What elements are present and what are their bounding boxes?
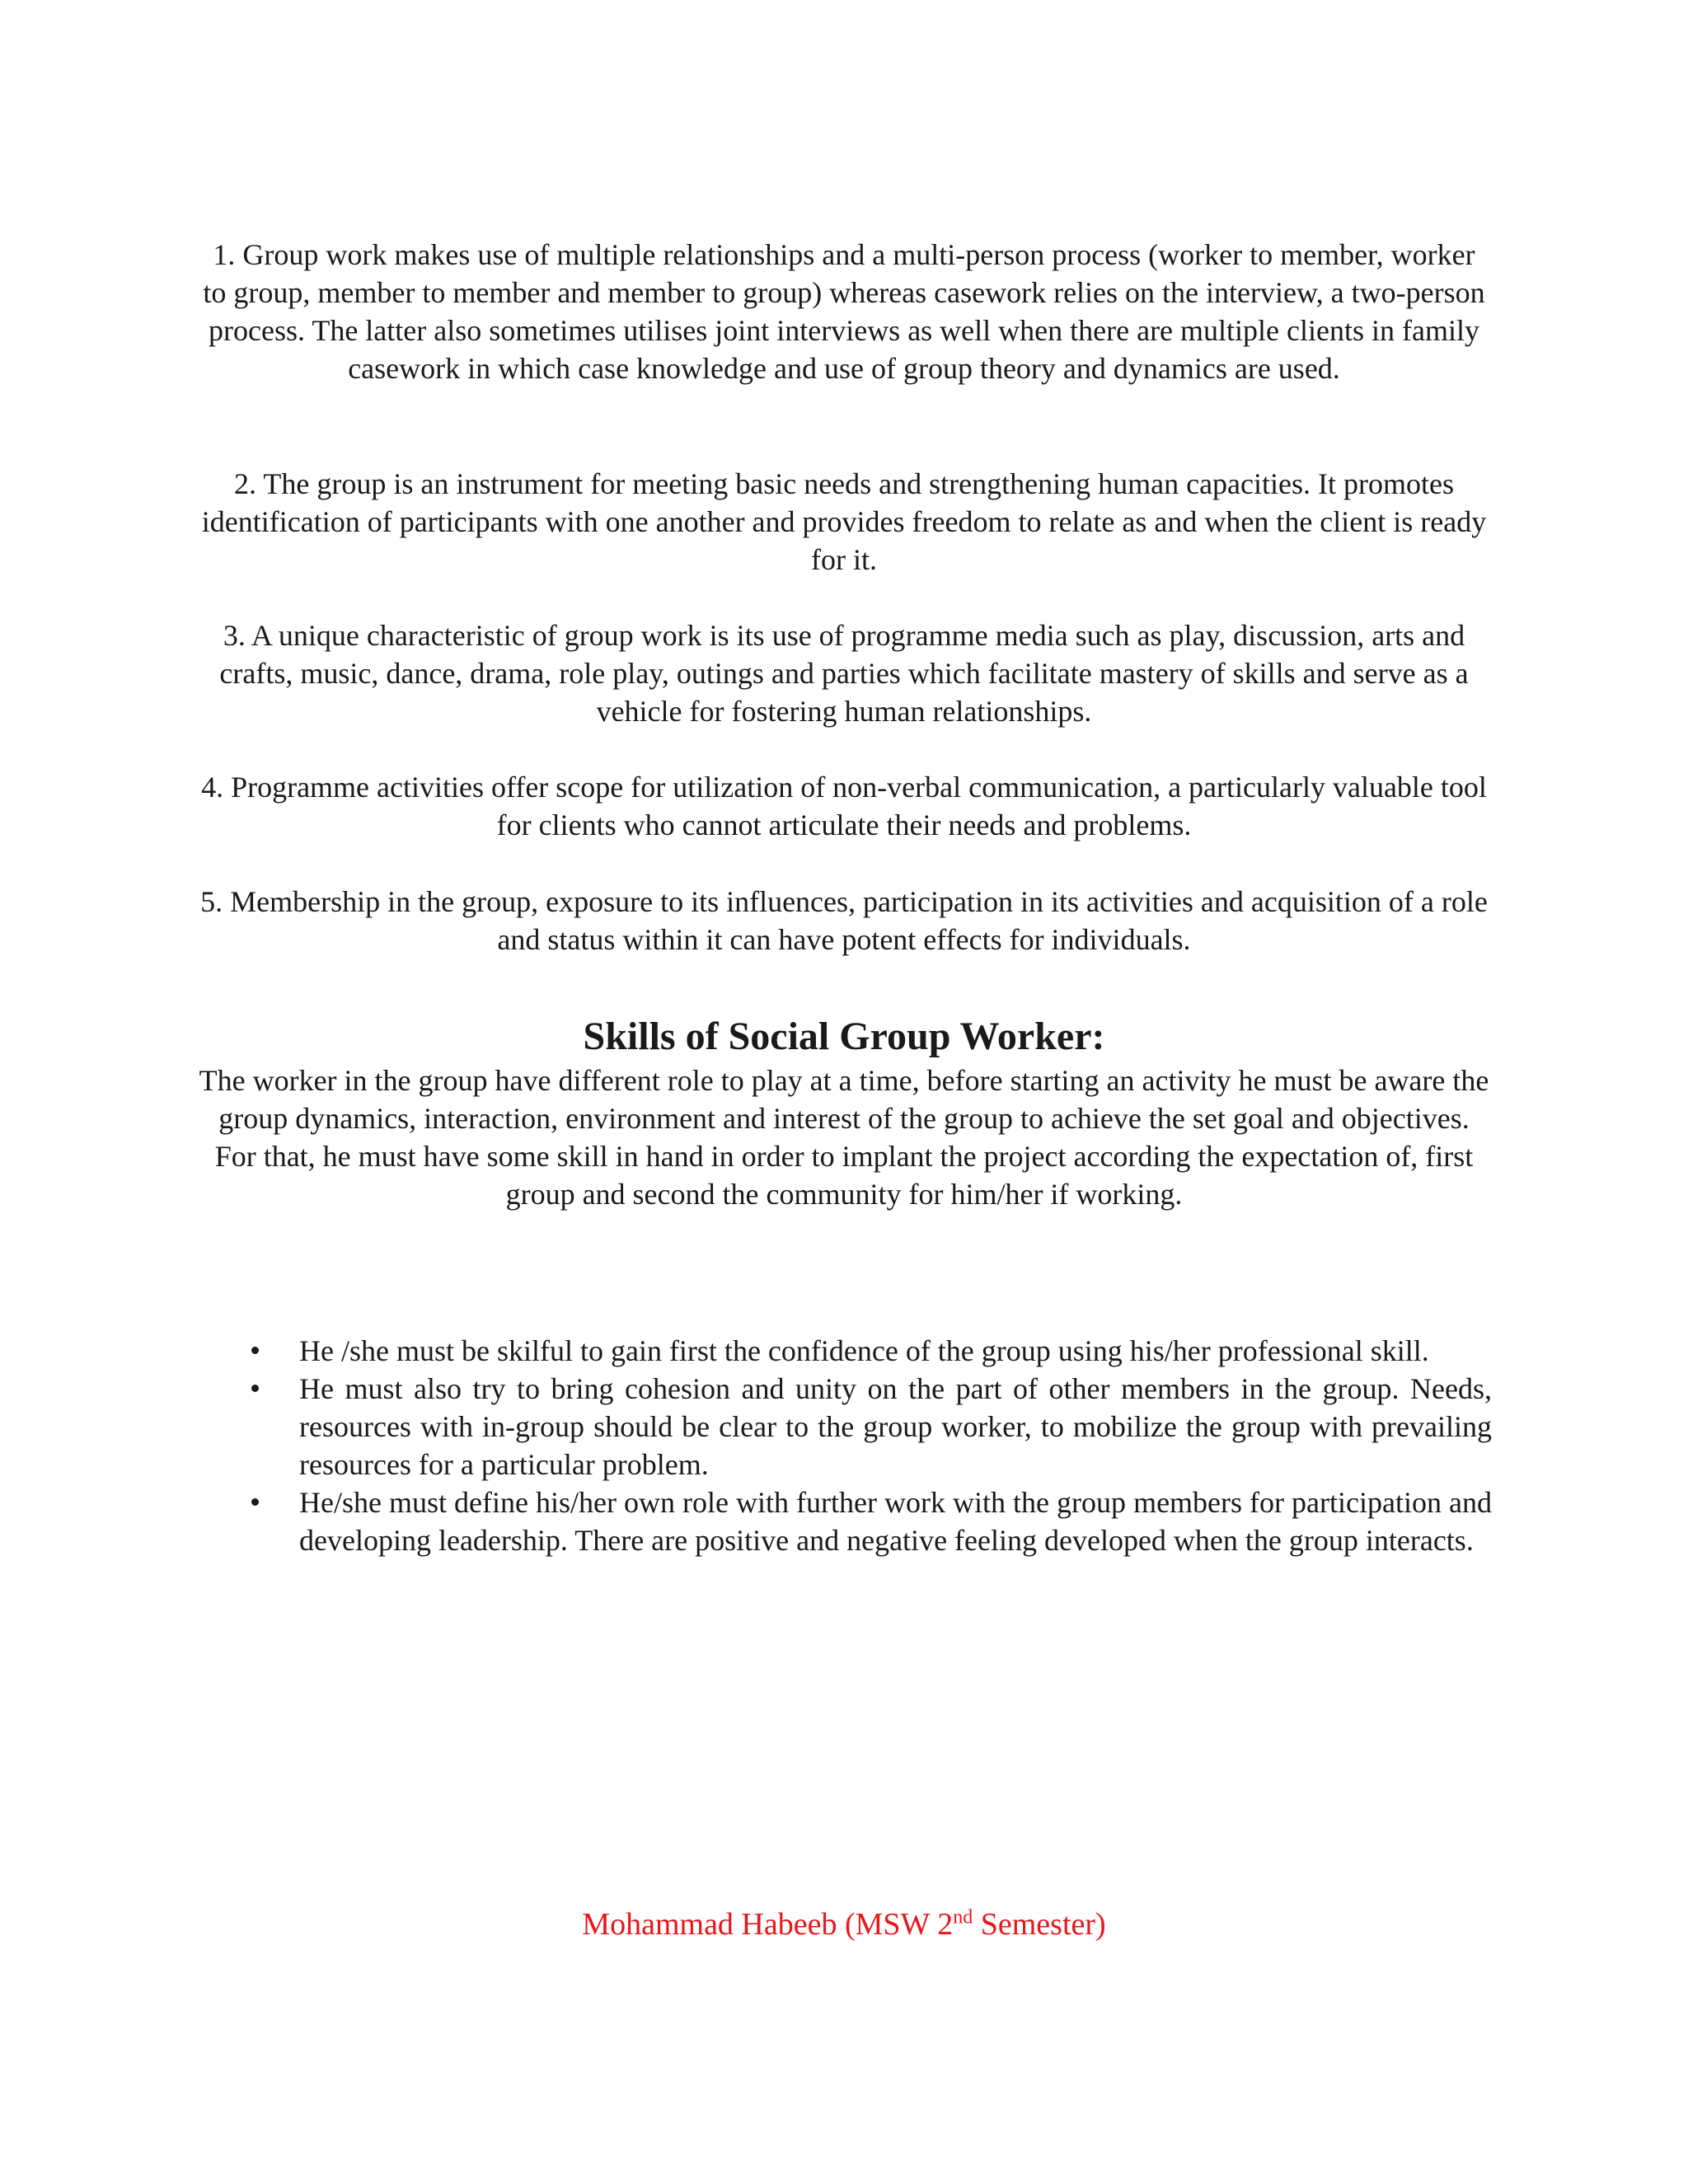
list-item	[243, 1483, 1492, 1559]
section-heading: Skills of Social Group Worker:	[583, 1015, 1105, 1058]
list-item-text: He /she must be skilful to gain first the confidence of the group using his/her professional skill.	[299, 1334, 1429, 1367]
bullet-icon	[251, 1385, 259, 1392]
bullet-icon	[251, 1498, 259, 1506]
paragraph-2: 2. The group is an instrument for meeting basic needs and strengthening human capacities. It promotes identification of participants with one another and provides freedom to relate as and when the client is ready for it.	[201, 467, 1487, 576]
paragraph-1: 1. Group work makes use of multiple relationships and a multi-person process (worker to member, worker to group, member to member and member to group) whereas casework relies on the interview, a two-person process. The latter also sometimes utilises joint interviews as well when there are multiple clients in family casework in which case knowledge and use of group theory and dynamics are used.	[203, 238, 1485, 385]
skills-bullet-list	[243, 1332, 1492, 1559]
section-intro: The worker in the group have different role to play at a time, before starting an activity he must be aware the group dynamics, interaction, environment and interest of the group to achieve the set goal and objectives. For that, he must have some skill in hand in order to implant the project according the expectation of, first group and second the community for him/her if working.	[199, 1064, 1489, 1211]
paragraph-3: 3. A unique characteristic of group work is its use of programme media such as play, discussion, arts and crafts, music, dance, drama, role play, outings and parties which facilitate mastery of skills and serve as a vehicle for fostering human relationships.	[219, 619, 1469, 728]
footer-author: Mohammad Habeeb (MSW 2	[582, 1907, 954, 1942]
bullet-icon	[251, 1347, 259, 1354]
paragraph-4: 4. Programme activities offer scope for utilization of non-verbal communication, a particularly valuable tool for clients who cannot articulate their needs and problems.	[201, 771, 1487, 841]
list-item	[243, 1332, 1492, 1370]
author-footer	[0, 1905, 1688, 1944]
paragraph-5: 5. Membership in the group, exposure to its influences, participation in its activities and acquisition of a role and status within it can have potent effects for individuals.	[200, 885, 1488, 956]
list-item-text: He/she must define his/her own role with further work with the group members for participation and developing leadership. There are positive and negative feeling developed when the group interacts.	[299, 1486, 1492, 1557]
footer-rest: Semester)	[973, 1907, 1106, 1942]
list-item	[243, 1370, 1492, 1483]
footer-superscript: nd	[953, 1906, 973, 1929]
list-item-text: He must also try to bring cohesion and unity on the part of other members in the group. Needs, resources with in-group should be clear to the group worker, to mobilize the group with prevailing resources for a particular problem.	[299, 1372, 1492, 1481]
